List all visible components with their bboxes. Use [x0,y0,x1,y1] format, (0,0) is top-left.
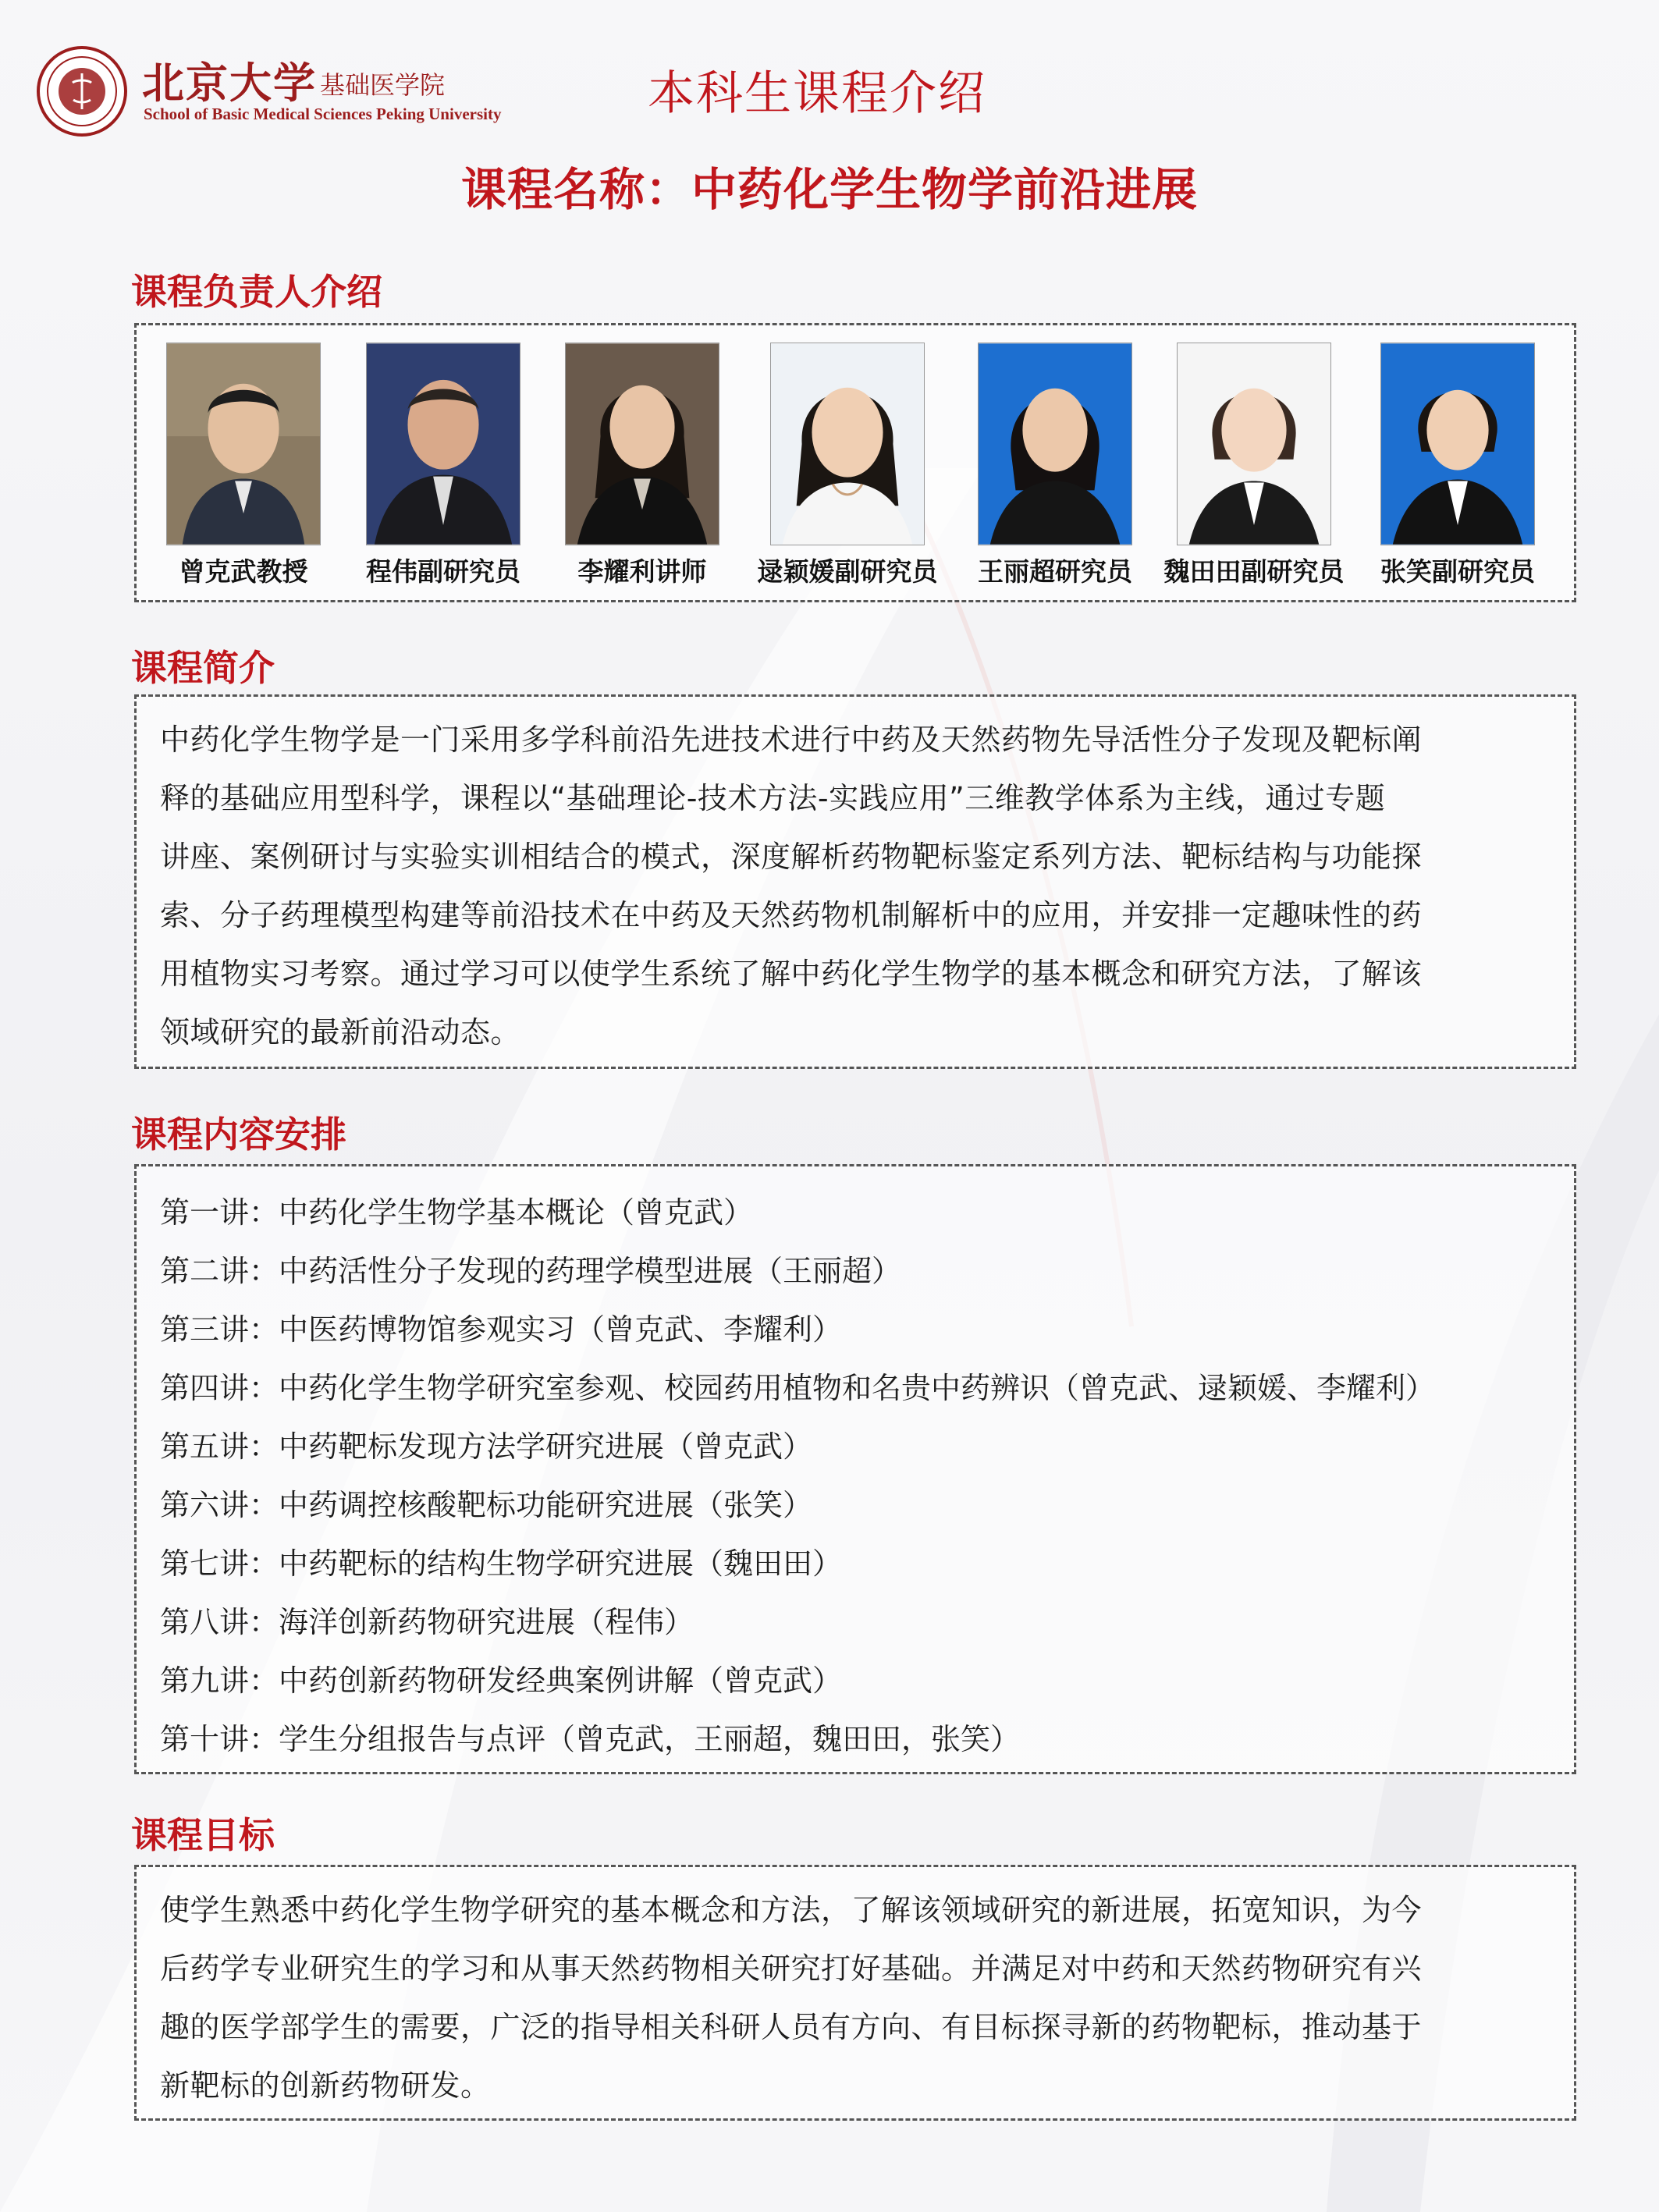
goals-box [134,1865,1576,2121]
lecture-item: 第二讲：中药活性分子发现的药理学模型进展（王丽超） [160,1254,902,1288]
faculty-name: 张笑副研究员 [1380,556,1535,587]
intro-line: 用植物实习考察。通过学习可以使学生系统了解中药化学生物学的基本概念和研究方法，了解该 [160,957,1423,991]
brand-name-en: School of Basic Medical Sciences Peking University [144,105,502,123]
intro-line: 讲座、案例研讨与实验实训相结合的模式，深度解析药物靶标鉴定系列方法、靶标结构与功能探 [160,840,1423,874]
intro-line: 中药化学生物学是一门采用多学科前沿先进技术进行中药及天然药物先导活性分子发现及靶标阐 [160,723,1423,757]
faculty-card [1164,325,1344,591]
faculty-box [134,323,1576,602]
faculty-photo [770,343,925,545]
lecture-list [137,1166,1574,1777]
faculty-photo [565,343,719,545]
goals-line: 使学生熟悉中药化学生物学研究的基本概念和方法，了解该领域研究的新进展，拓宽知识，为今 [160,1893,1423,1927]
faculty-photo [1380,343,1535,545]
lecture-item: 第三讲：中医药博物馆参观实习（曾克武、李耀利） [160,1312,843,1347]
intro-section-title: 课程简介 [131,647,275,689]
faculty-name: 曾克武教授 [179,556,308,587]
page-title: 本科生课程介绍 [648,66,986,121]
lecture-item: 第十讲：学生分组报告与点评（曾克武，王丽超，魏田田，张笑） [160,1722,1021,1756]
goals-section-title: 课程目标 [131,1814,275,1856]
faculty-section-title: 课程负责人介绍 [131,271,382,313]
intro-line: 释的基础应用型科学，课程以“基础理论-技术方法-实践应用”三维教学体系为主线，通过专题 [160,781,1386,815]
faculty-name: 程伟副研究员 [366,556,520,587]
intro-text [137,697,1574,1070]
faculty-name: 逯颖媛副研究员 [757,556,938,587]
intro-box [134,694,1576,1069]
lecture-item: 第一讲：中药化学生物学基本概论（曾克武） [160,1195,754,1230]
faculty-card [965,325,1145,591]
brand-school-cn: 基础医学院 [320,70,446,100]
faculty-photo [366,343,520,545]
faculty-card [1368,325,1547,591]
faculty-card [758,325,937,591]
schedule-box [134,1164,1576,1774]
lecture-item: 第四讲：中药化学生物学研究室参观、校园药用植物和名贵中药辨识（曾克武、逯颖媛、李耀利） [160,1371,1436,1405]
lecture-item: 第六讲：中药调控核酸靶标功能研究进展（张笑） [160,1488,813,1522]
lecture-item: 第八讲：海洋创新药物研究进展（程伟） [160,1605,695,1639]
faculty-photo [1177,343,1331,545]
faculty-name: 王丽超研究员 [978,556,1132,587]
lecture-item: 第九讲：中药创新药物研发经典案例讲解（曾克武） [160,1663,843,1698]
faculty-photo [978,343,1132,545]
goals-text [137,1867,1574,2123]
lecture-item: 第七讲：中药靶标的结构生物学研究进展（魏田田） [160,1546,843,1581]
course-name: 课程名称：中药化学生物学前沿进展 [460,163,1198,216]
brand-name-cn: 北京大学 [142,58,317,108]
faculty-name: 魏田田副研究员 [1163,556,1345,587]
intro-line: 索、分子药理模型构建等前沿技术在中药及天然药物机制解析中的应用，并安排一定趣味性的药 [160,898,1423,932]
goals-line: 趣的医学部学生的需要，广泛的指导相关科研人员有方向、有目标探寻新的药物靶标，推动基于 [160,2010,1423,2044]
lecture-item: 第五讲：中药靶标发现方法学研究进展（曾克武） [160,1429,813,1464]
faculty-card [552,325,732,591]
goals-line: 新靶标的创新药物研发。 [160,2068,491,2103]
faculty-name: 李耀利讲师 [577,556,707,587]
faculty-card [353,325,533,591]
university-seal-logo [36,45,128,137]
faculty-card [154,325,333,591]
goals-line: 后药学专业研究生的学习和从事天然药物相关研究打好基础。并满足对中药和天然药物研究有兴 [160,1951,1423,1986]
faculty-photo [166,343,321,545]
schedule-section-title: 课程内容安排 [131,1113,346,1156]
intro-line: 领域研究的最新前沿动态。 [160,1015,521,1049]
